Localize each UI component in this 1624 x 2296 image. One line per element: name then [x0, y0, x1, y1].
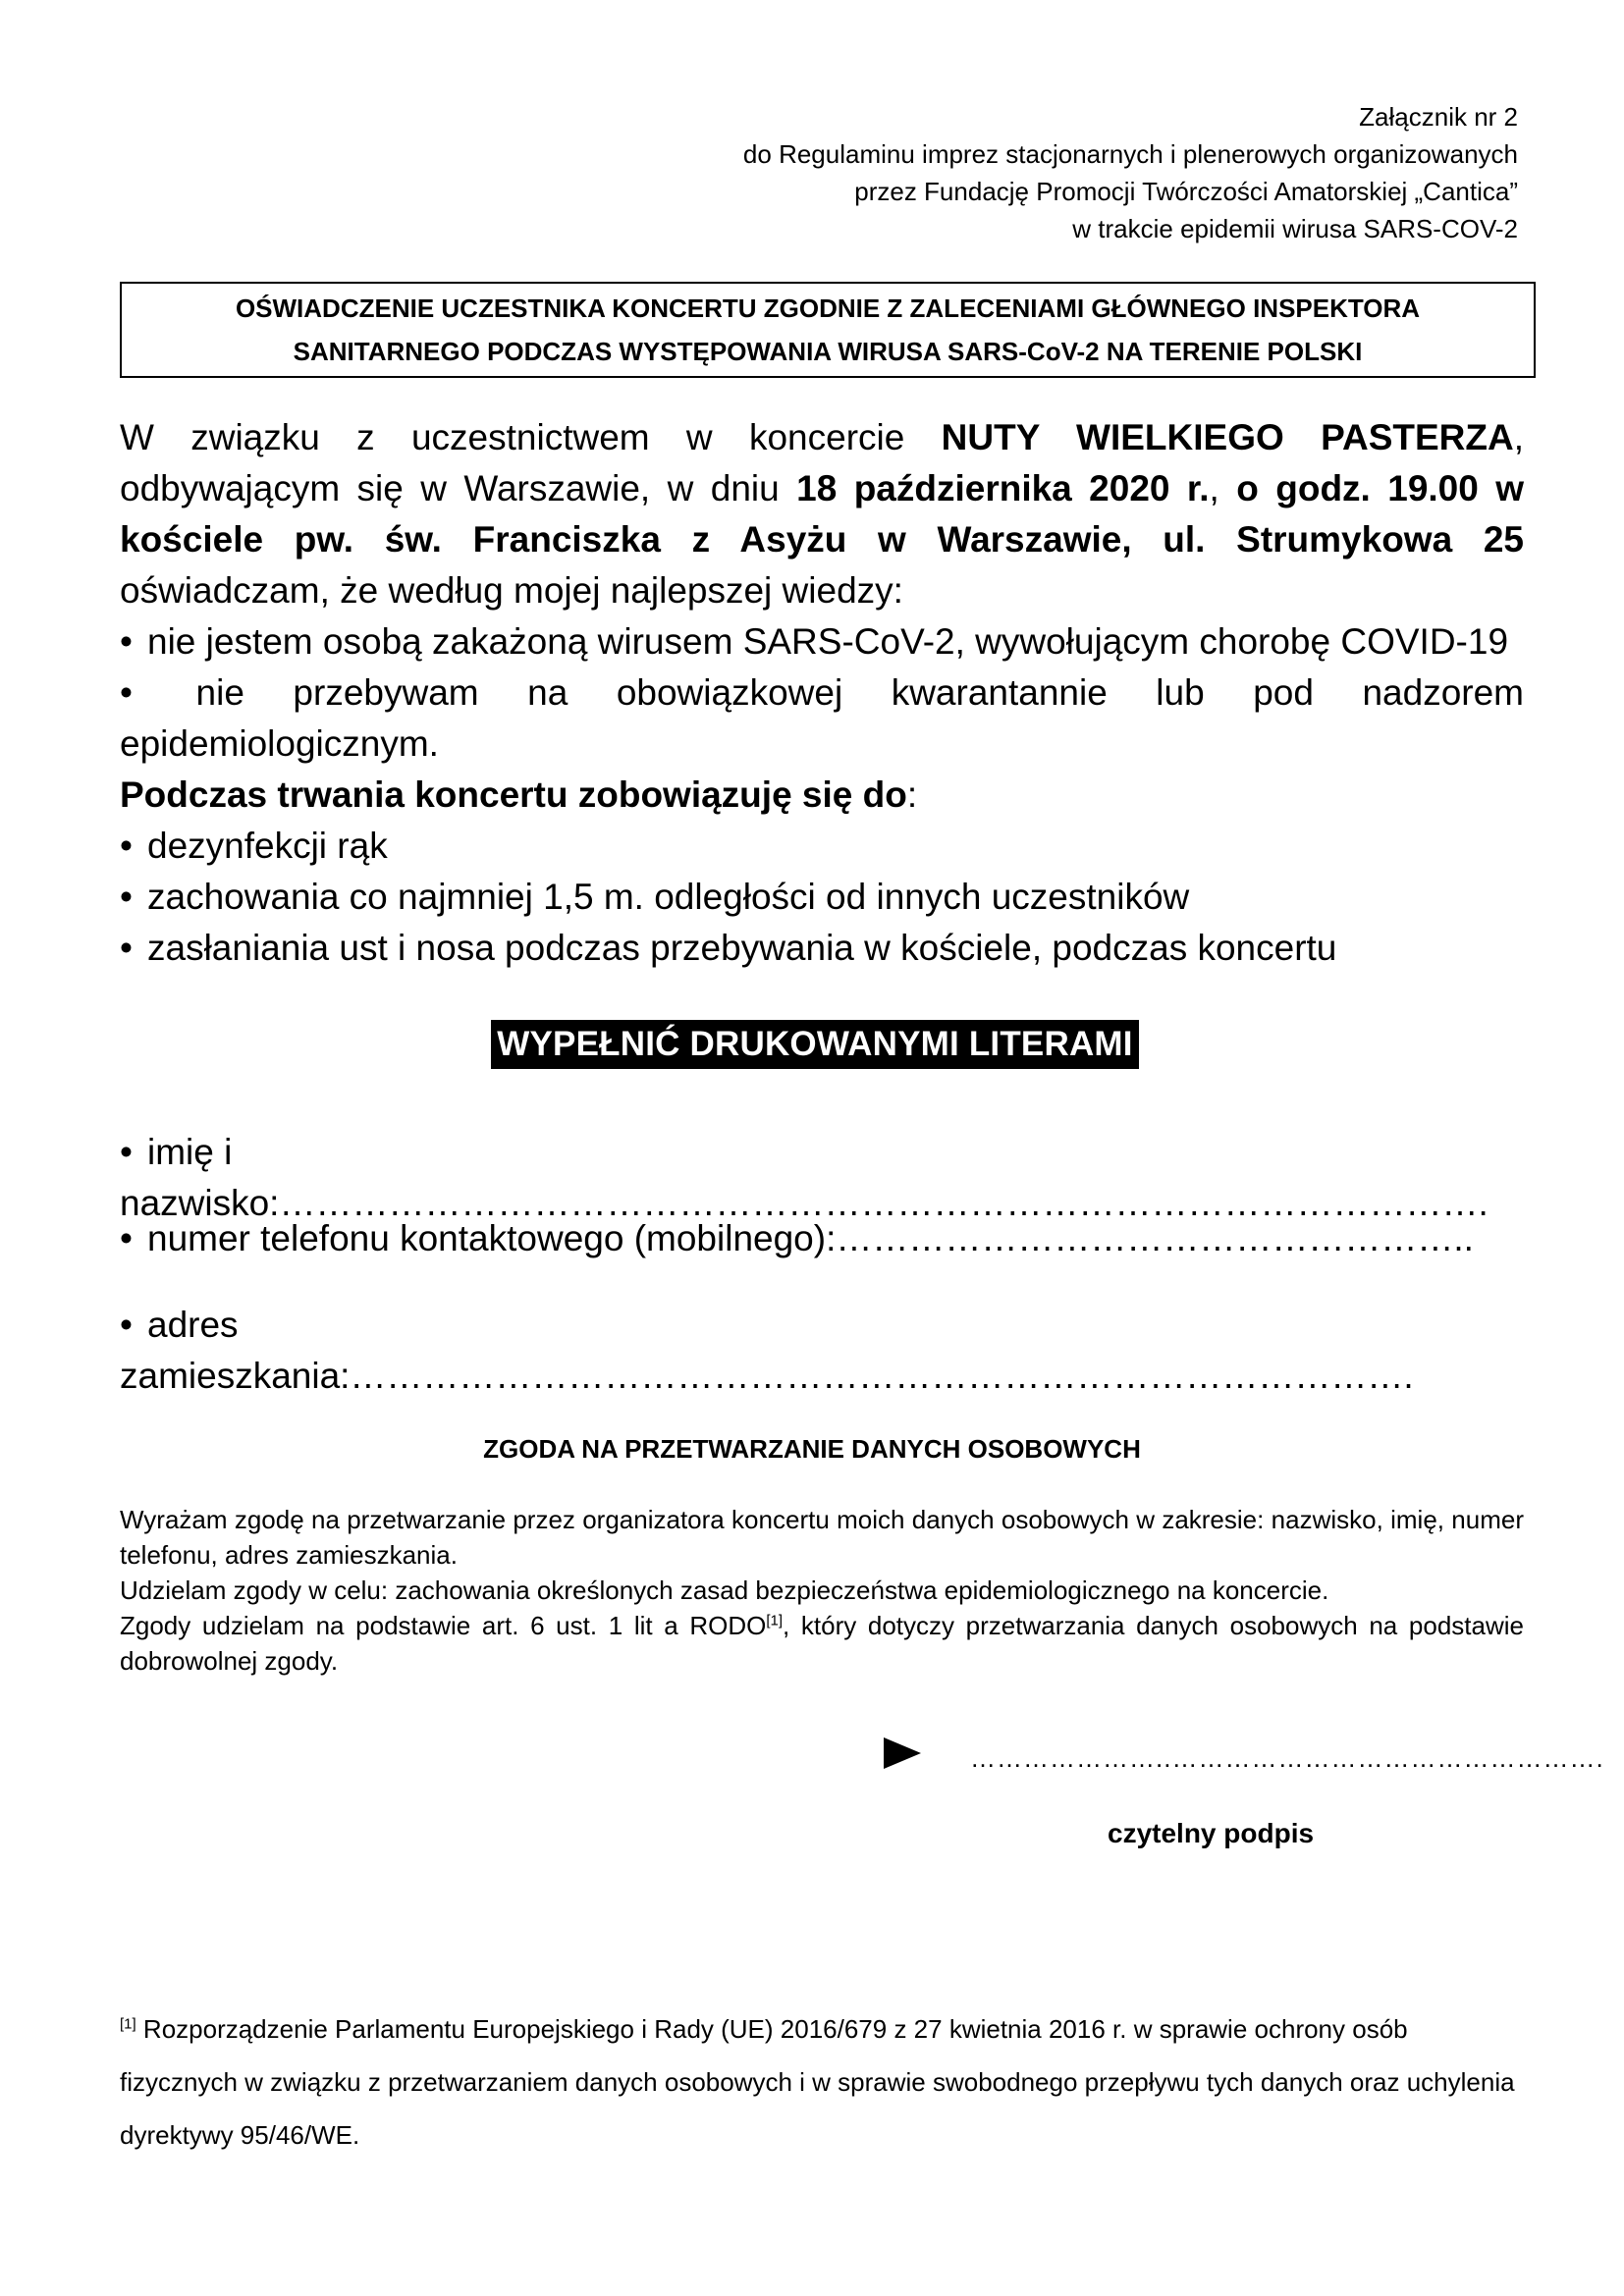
obligations-heading-colon: :: [906, 774, 918, 815]
declaration-title-box: [120, 282, 1536, 378]
footnote-reference[interactable]: [1]: [766, 1612, 784, 1629]
footnote-marker: [1]: [120, 2015, 136, 2033]
bullet-icon: •: [120, 1218, 133, 1258]
concert-date: 18 października 2020 r.: [796, 468, 1210, 508]
declaration-text-2a: nie przebywam na obowiązkowej kwarantannie lub pod nadzorem: [195, 672, 1525, 713]
consent-title: ZGODA NA PRZETWARZANIE DANYCH OSOBOWYCH: [483, 1434, 1141, 1464]
intro-text-4: oświadczam, że według mojej najlepszej wiedzy:: [120, 570, 903, 611]
annex-line-1: Załącznik nr 2: [1359, 102, 1518, 132]
intro-text-2: , odbywającym się w Warszawie, w dniu: [120, 417, 1525, 508]
intro-text-1: W związku z uczestnictwem w koncercie: [120, 417, 942, 457]
phone-field[interactable]: [120, 1213, 1524, 1264]
bullet-icon: •: [120, 1132, 133, 1172]
declaration-item-1: [120, 616, 1524, 667]
obligation-text-1: dezynfekcji rąk: [147, 826, 388, 866]
consent-paragraph-3: [120, 1608, 1524, 1679]
consent-paragraph-2: Udzielam zgody w celu: zachowania określonych zasad bezpieczeństwa epidemiologicznego na koncercie.: [120, 1575, 1329, 1605]
print-in-capitals-banner: WYPEŁNIĆ DRUKOWANYMI LITERAMI: [491, 1020, 1139, 1069]
obligations-heading-bold: Podczas trwania koncertu zobowiązuję się do: [120, 774, 907, 815]
signature-caption: czytelny podpis: [1108, 1818, 1315, 1848]
obligation-text-2: zachowania co najmniej 1,5 m. odległości od innych uczestników: [147, 877, 1190, 917]
obligation-item-2: [120, 872, 1524, 923]
name-field-label: imię i nazwisko:……………………………………………………………………………………….: [120, 1132, 1489, 1223]
signature-field[interactable]: …………………..………………………………………….: [970, 1743, 1604, 1773]
consent-p3-text-b: , który dotyczy przetwarzania danych osobowych na podstawie dobrowolnej zgody.: [120, 1611, 1524, 1676]
declaration-item-2: [120, 667, 1524, 719]
bullet-icon: •: [120, 672, 133, 713]
annex-line-2: do Regulaminu imprez stacjonarnych i plenerowych organizowanych: [742, 139, 1518, 169]
bullet-icon: •: [120, 877, 133, 917]
footnote: [120, 2002, 1524, 2162]
bullet-icon: •: [120, 1305, 133, 1345]
right-arrow-icon: [882, 1732, 925, 1775]
consent-paragraph-1: Wyrażam zgodę na przetwarzanie przez organizatora koncertu moich danych osobowych w zakresie: nazwisko, imię, numer telefonu, adres zamieszkania.: [120, 1505, 1524, 1570]
concert-venue: o godz. 19.00 w kościele pw. św. Franciszka z Asyżu w Warszawie, ul. Strumykowa 25: [120, 468, 1525, 560]
intro-paragraph: [120, 412, 1524, 616]
phone-field-label: numer telefonu kontaktowego (mobilnego):……………………………………………..: [147, 1218, 1474, 1258]
bullet-icon: •: [120, 621, 133, 662]
annex-header: [743, 98, 1518, 247]
declaration-item-2-cont: epidemiologicznym.: [120, 723, 439, 764]
footnote-text: Rozporządzenie Parlamentu Europejskiego i Rady (UE) 2016/679 z 27 kwietnia 2016 r. w sprawie ochrony osób fizycznych w związku z przetwarzaniem danych osobowych i w sprawie swobodnego przepływu tych danych oraz uchylenia dyrektywy 95/46/WE.: [120, 2014, 1515, 2150]
obligations-heading: [120, 770, 1524, 821]
consent-p3-text-a: Zgody udzielam na podstawie art. 6 ust. 1 lit a RODO: [120, 1611, 767, 1640]
title-line-1: OŚWIADCZENIE UCZESTNIKA KONCERTU ZGODNIE Z ZALECENIAMI GŁÓWNEGO INSPEKTORA: [235, 294, 1421, 323]
concert-name: NUTY WIELKIEGO PASTERZA: [941, 417, 1514, 457]
consent-text: [120, 1502, 1524, 1679]
bullet-icon: •: [120, 826, 133, 866]
address-field-label: adres zamieszkania:…………………………………………………………………………….: [120, 1305, 1414, 1396]
obligation-text-3: zasłaniania ust i nosa podczas przebywania w kościele, podczas koncertu: [147, 928, 1337, 968]
obligation-item-3: [120, 923, 1524, 974]
annex-line-3: przez Fundację Promocji Twórczości Amatorskiej „Cantica”: [854, 177, 1518, 206]
obligation-item-1: [120, 821, 1524, 872]
address-field[interactable]: [120, 1300, 1524, 1402]
intro-text-3: ,: [1209, 468, 1237, 508]
bullet-icon: •: [120, 928, 133, 968]
title-line-2: SANITARNEGO PODCZAS WYSTĘPOWANIA WIRUSA SARS-CoV-2 NA TERENIE POLSKI: [293, 337, 1363, 366]
declaration-text-1: nie jestem osobą zakażoną wirusem SARS-CoV-2, wywołującym chorobę COVID-19: [147, 621, 1509, 662]
annex-line-4: w trakcie epidemii wirusa SARS-COV-2: [1072, 214, 1518, 243]
